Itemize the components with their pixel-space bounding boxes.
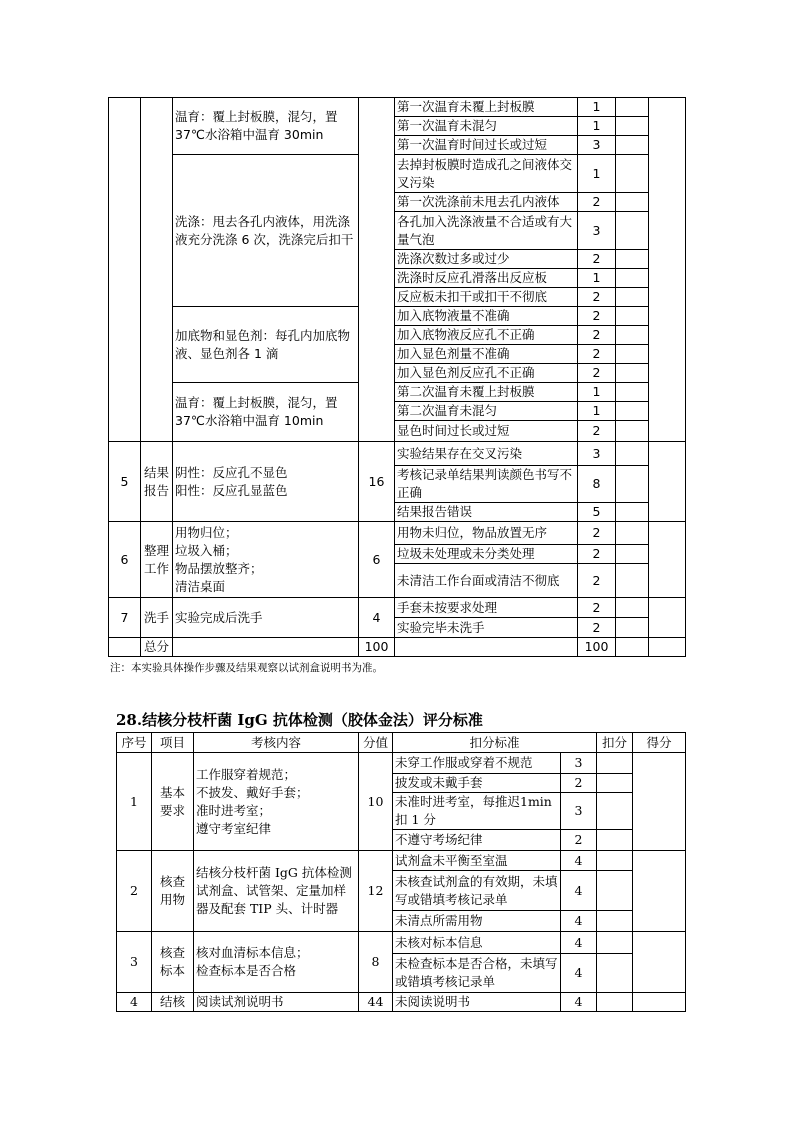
seq-cell: 3 — [117, 932, 152, 993]
points-cell: 8 — [578, 466, 616, 503]
points-cell: 2 — [578, 345, 616, 364]
criteria-cell: 考核记录单结果判读颜色书写不正确 — [395, 466, 578, 503]
deduct-cell — [597, 871, 633, 911]
criteria-cell: 未核查试剂盒的有效期，未填写或错填考核记录单 — [393, 871, 561, 911]
criteria-cell: 第一次温育未覆上封板膜 — [395, 98, 578, 117]
deduct-cell — [597, 753, 633, 774]
content-cell: 用物归位； 垃圾入桶； 物品摆放整齐； 清洁桌面 — [173, 522, 359, 598]
content-cell: 加底物和显色剂：每孔内加底物液、显色剂各 1 滴 — [173, 307, 359, 383]
content-cell: 温育：覆上封板膜，混匀，置37℃水浴箱中温育 30min — [173, 98, 359, 155]
header-cell: 扣分 — [597, 733, 633, 753]
criteria-cell: 洗涤次数过多或过少 — [395, 250, 578, 269]
seq-cell: 1 — [117, 753, 152, 851]
score-cell: 10 — [359, 753, 393, 851]
deduct-cell — [616, 383, 649, 402]
seq-cell: 6 — [109, 522, 141, 598]
criteria-cell — [395, 638, 578, 657]
got-cell — [649, 98, 686, 442]
points-cell: 3 — [561, 793, 597, 830]
criteria-cell: 未阅读说明书 — [393, 993, 561, 1012]
total-points: 100 — [578, 638, 616, 657]
points-cell: 3 — [578, 442, 616, 466]
deduct-cell — [616, 136, 649, 155]
points-cell: 2 — [578, 364, 616, 383]
item-cell: 基本要求 — [152, 753, 194, 851]
seq-cell: 4 — [117, 993, 152, 1012]
criteria-cell: 反应板未扣干或扣干不彻底 — [395, 288, 578, 307]
item-cell — [141, 98, 173, 442]
score-cell: 4 — [359, 598, 395, 638]
points-cell: 2 — [578, 288, 616, 307]
score-cell: 6 — [359, 522, 395, 598]
content-cell: 温育：覆上封板膜，混匀，置37℃水浴箱中温育 10min — [173, 383, 359, 442]
content-cell — [173, 638, 359, 657]
points-cell: 1 — [578, 402, 616, 421]
got-cell — [649, 522, 686, 598]
table-row — [117, 932, 686, 954]
score-cell: 12 — [359, 851, 393, 932]
criteria-cell: 未核对标本信息 — [393, 932, 561, 954]
points-cell: 1 — [578, 383, 616, 402]
criteria-cell: 洗涤时反应孔滑落出反应板 — [395, 269, 578, 288]
seq-cell — [109, 638, 141, 657]
table-row — [109, 638, 686, 657]
deduct-cell — [616, 545, 649, 564]
deduct-cell — [616, 326, 649, 345]
criteria-cell: 未清点所需用物 — [393, 911, 561, 932]
deduct-cell — [616, 503, 649, 522]
deduct-cell — [616, 345, 649, 364]
deduct-cell — [597, 793, 633, 830]
criteria-cell: 第二次温育未混匀 — [395, 402, 578, 421]
deduct-cell — [597, 851, 633, 871]
criteria-cell: 未穿工作服或穿着不规范 — [393, 753, 561, 774]
deduct-cell — [616, 155, 649, 193]
item-cell: 洗手 — [141, 598, 173, 638]
deduct-cell — [616, 117, 649, 136]
deduct-cell — [616, 618, 649, 638]
seq-cell — [109, 98, 141, 442]
score-cell — [359, 98, 395, 442]
item-cell: 结核 — [152, 993, 194, 1012]
table-row — [109, 522, 686, 545]
got-cell — [633, 932, 686, 993]
content-cell: 工作服穿着规范； 不披发、戴好手套； 准时进考室； 遵守考室纪律 — [194, 753, 359, 851]
criteria-cell: 披发或未戴手套 — [393, 774, 561, 793]
criteria-cell: 结果报告错误 — [395, 503, 578, 522]
score-cell: 44 — [359, 993, 393, 1012]
header-cell: 项目 — [152, 733, 194, 753]
criteria-cell: 各孔加入洗涤液量不合适或有大量气泡 — [395, 212, 578, 250]
table-row — [117, 753, 686, 774]
criteria-cell: 未准时进考室，每推迟1min 扣 1 分 — [393, 793, 561, 830]
table-row — [117, 851, 686, 871]
points-cell: 4 — [561, 871, 597, 911]
total-score: 100 — [359, 638, 395, 657]
criteria-cell: 用物未归位，物品放置无序 — [395, 522, 578, 545]
points-cell: 2 — [561, 774, 597, 793]
content-cell: 洗涤：甩去各孔内液体，用洗涤液充分洗涤 6 次，洗涤完后扣干 — [173, 155, 359, 307]
footnote: 注：本实验具体操作步骤及结果观察以试剂盒说明书为准。 — [110, 662, 383, 674]
deduct-cell — [616, 288, 649, 307]
table-row — [109, 598, 686, 618]
deduct-cell — [616, 421, 649, 442]
deduct-cell — [616, 442, 649, 466]
deduct-cell — [616, 193, 649, 212]
content-cell: 实验完成后洗手 — [173, 598, 359, 638]
criteria-cell: 去掉封板膜时造成孔之间液体交叉污染 — [395, 155, 578, 193]
got-cell — [633, 753, 686, 851]
criteria-cell: 加入显色剂量不准确 — [395, 345, 578, 364]
criteria-cell: 未清洁工作台面或清洁不彻底 — [395, 564, 578, 598]
points-cell: 2 — [578, 307, 616, 326]
criteria-cell: 试剂盒未平衡至室温 — [393, 851, 561, 871]
points-cell: 4 — [561, 851, 597, 871]
deduct-cell — [616, 638, 649, 657]
deduct-cell — [616, 250, 649, 269]
criteria-cell: 不遵守考场纪律 — [393, 830, 561, 851]
header-cell: 分值 — [359, 733, 393, 753]
deduct-cell — [616, 269, 649, 288]
item-cell: 核查用物 — [152, 851, 194, 932]
got-cell — [633, 851, 686, 932]
deduct-cell — [616, 364, 649, 383]
content-cell: 阅读试剂说明书 — [194, 993, 359, 1012]
points-cell: 2 — [578, 598, 616, 618]
criteria-cell: 第二次温育未覆上封板膜 — [395, 383, 578, 402]
criteria-cell: 第一次温育时间过长或过短 — [395, 136, 578, 155]
points-cell: 4 — [561, 932, 597, 954]
points-cell: 2 — [578, 545, 616, 564]
content-cell: 阴性：反应孔不显色 阳性：反应孔显蓝色 — [173, 442, 359, 522]
got-cell — [633, 993, 686, 1012]
points-cell: 2 — [578, 421, 616, 442]
points-cell: 2 — [561, 830, 597, 851]
table-row — [117, 993, 686, 1012]
deduct-cell — [616, 522, 649, 545]
points-cell: 3 — [578, 136, 616, 155]
deduct-cell — [597, 830, 633, 851]
criteria-cell: 加入底物液反应孔不正确 — [395, 326, 578, 345]
got-cell — [649, 442, 686, 522]
criteria-cell: 垃圾未处理或未分类处理 — [395, 545, 578, 564]
deduct-cell — [616, 402, 649, 421]
table-row — [109, 383, 686, 402]
table-row — [109, 98, 686, 117]
header-cell: 得分 — [633, 733, 686, 753]
criteria-cell: 实验结果存在交叉污染 — [395, 442, 578, 466]
seq-cell: 5 — [109, 442, 141, 522]
deduct-cell — [616, 598, 649, 618]
points-cell: 2 — [578, 618, 616, 638]
deduct-cell — [616, 564, 649, 598]
seq-cell: 7 — [109, 598, 141, 638]
criteria-cell: 未检查标本是否合格，未填写或错填考核记录单 — [393, 954, 561, 993]
item-cell: 结果报告 — [141, 442, 173, 522]
deduct-cell — [597, 954, 633, 993]
points-cell: 1 — [578, 269, 616, 288]
points-cell: 2 — [578, 522, 616, 545]
score-cell: 8 — [359, 932, 393, 993]
deduct-cell — [597, 774, 633, 793]
deduct-cell — [616, 98, 649, 117]
table-row — [109, 442, 686, 466]
criteria-cell: 加入底物液量不准确 — [395, 307, 578, 326]
scoring-table-continued — [108, 97, 686, 657]
points-cell: 4 — [561, 993, 597, 1012]
scoring-table-28 — [116, 732, 686, 1012]
points-cell: 3 — [561, 753, 597, 774]
content-cell: 核对血清标本信息； 检查标本是否合格 — [194, 932, 359, 993]
criteria-cell: 实验完毕未洗手 — [395, 618, 578, 638]
points-cell: 4 — [561, 954, 597, 993]
points-cell: 3 — [578, 212, 616, 250]
got-cell — [649, 638, 686, 657]
deduct-cell — [616, 212, 649, 250]
deduct-cell — [597, 993, 633, 1012]
criteria-cell: 第一次温育未混匀 — [395, 117, 578, 136]
table-row — [109, 155, 686, 193]
points-cell: 2 — [578, 250, 616, 269]
item-cell: 整理工作 — [141, 522, 173, 598]
deduct-cell — [616, 466, 649, 503]
criteria-cell: 手套未按要求处理 — [395, 598, 578, 618]
points-cell: 5 — [578, 503, 616, 522]
score-cell: 16 — [359, 442, 395, 522]
table-row — [109, 307, 686, 326]
points-cell: 2 — [578, 564, 616, 598]
total-label: 总分 — [141, 638, 173, 657]
item-cell: 核查标本 — [152, 932, 194, 993]
header-cell: 考核内容 — [194, 733, 359, 753]
points-cell: 1 — [578, 98, 616, 117]
points-cell: 4 — [561, 911, 597, 932]
points-cell: 2 — [578, 326, 616, 345]
points-cell: 2 — [578, 193, 616, 212]
section-title: 28.结核分枝杆菌 IgG 抗体检测（胶体金法）评分标准 — [116, 711, 483, 729]
deduct-cell — [597, 932, 633, 954]
deduct-cell — [616, 307, 649, 326]
points-cell: 1 — [578, 155, 616, 193]
header-cell: 扣分标准 — [393, 733, 597, 753]
header-cell: 序号 — [117, 733, 152, 753]
table-row — [117, 733, 686, 753]
criteria-cell: 第一次洗涤前未甩去孔内液体 — [395, 193, 578, 212]
criteria-cell: 显色时间过长或过短 — [395, 421, 578, 442]
got-cell — [649, 598, 686, 638]
content-cell: 结核分枝杆菌 IgG 抗体检测试剂盒、试管架、定量加样器及配套 TIP 头、计时器 — [194, 851, 359, 932]
criteria-cell: 加入显色剂反应孔不正确 — [395, 364, 578, 383]
seq-cell: 2 — [117, 851, 152, 932]
deduct-cell — [597, 911, 633, 932]
points-cell: 1 — [578, 117, 616, 136]
